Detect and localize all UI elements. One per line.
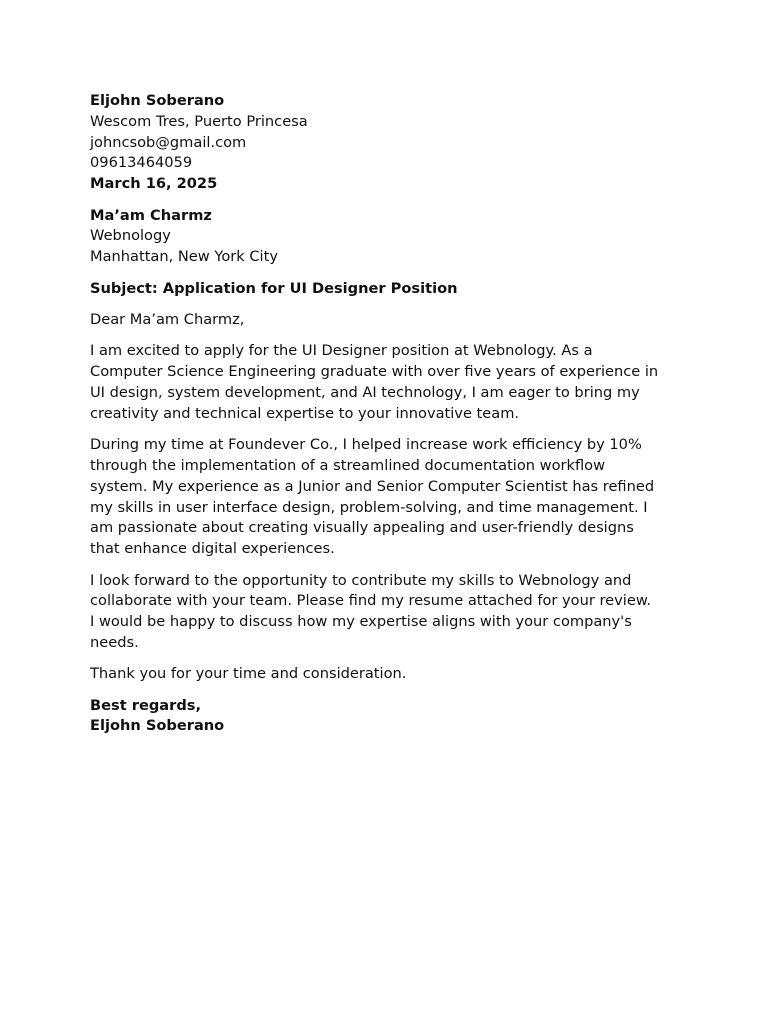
paragraph-line: Thank you for your time and consideration. [90,665,407,683]
paragraph-line: I am excited to apply for the UI Designer position at Webnology. As a [90,342,593,360]
recipient-block [90,206,685,268]
paragraph-line: creativity and technical expertise to your innovative team. [90,404,520,422]
paragraph-line: Computer Science Engineering graduate with over five years of experience in [90,363,659,381]
paragraph-line: system. My experience as a Junior and Senior Computer Scientist has refined [90,477,655,495]
paragraph-line: collaborate with your team. Please find my resume attached for your review. [90,592,652,610]
body-paragraph-1 [90,341,685,424]
sender-phone: 09613464059 [90,154,193,172]
paragraph-line: During my time at Foundever Co., I helped increase work efficiency by 10% [90,436,642,454]
salutation: Dear Ma’am Charmz, [90,310,245,328]
letter-date: March 16, 2025 [90,175,218,193]
closing-signature-name: Eljohn Soberano [90,717,225,735]
closing-block [90,696,685,738]
sender-email: johncsob@gmail.com [90,133,247,151]
paragraph-line: I would be happy to discuss how my expertise aligns with your company's [90,613,632,631]
sender-address: Wescom Tres, Puerto Princesa [90,112,308,130]
closing-phrase: Best regards, [90,696,202,714]
letter-subject: Subject: Application for UI Designer Position [90,279,458,297]
paragraph-line: that enhance digital experiences. [90,540,335,558]
body-paragraph-3 [90,571,685,654]
recipient-location: Manhattan, New York City [90,248,278,266]
sender-block [90,91,685,195]
body-paragraph-4 [90,664,685,685]
paragraph-line: UI design, system development, and AI technology, I am eager to bring my [90,383,640,401]
paragraph-line: needs. [90,633,139,651]
recipient-name: Ma’am Charmz [90,206,212,224]
letter-page [90,91,685,737]
recipient-company: Webnology [90,227,171,245]
paragraph-line: through the implementation of a streamlined documentation workflow [90,456,606,474]
paragraph-line: am passionate about creating visually appealing and user-friendly designs [90,519,634,537]
body-paragraph-2 [90,435,685,560]
paragraph-line: my skills in user interface design, problem-solving, and time management. I [90,498,648,516]
paragraph-line: I look forward to the opportunity to contribute my skills to Webnology and [90,571,632,589]
sender-name: Eljohn Soberano [90,92,225,109]
